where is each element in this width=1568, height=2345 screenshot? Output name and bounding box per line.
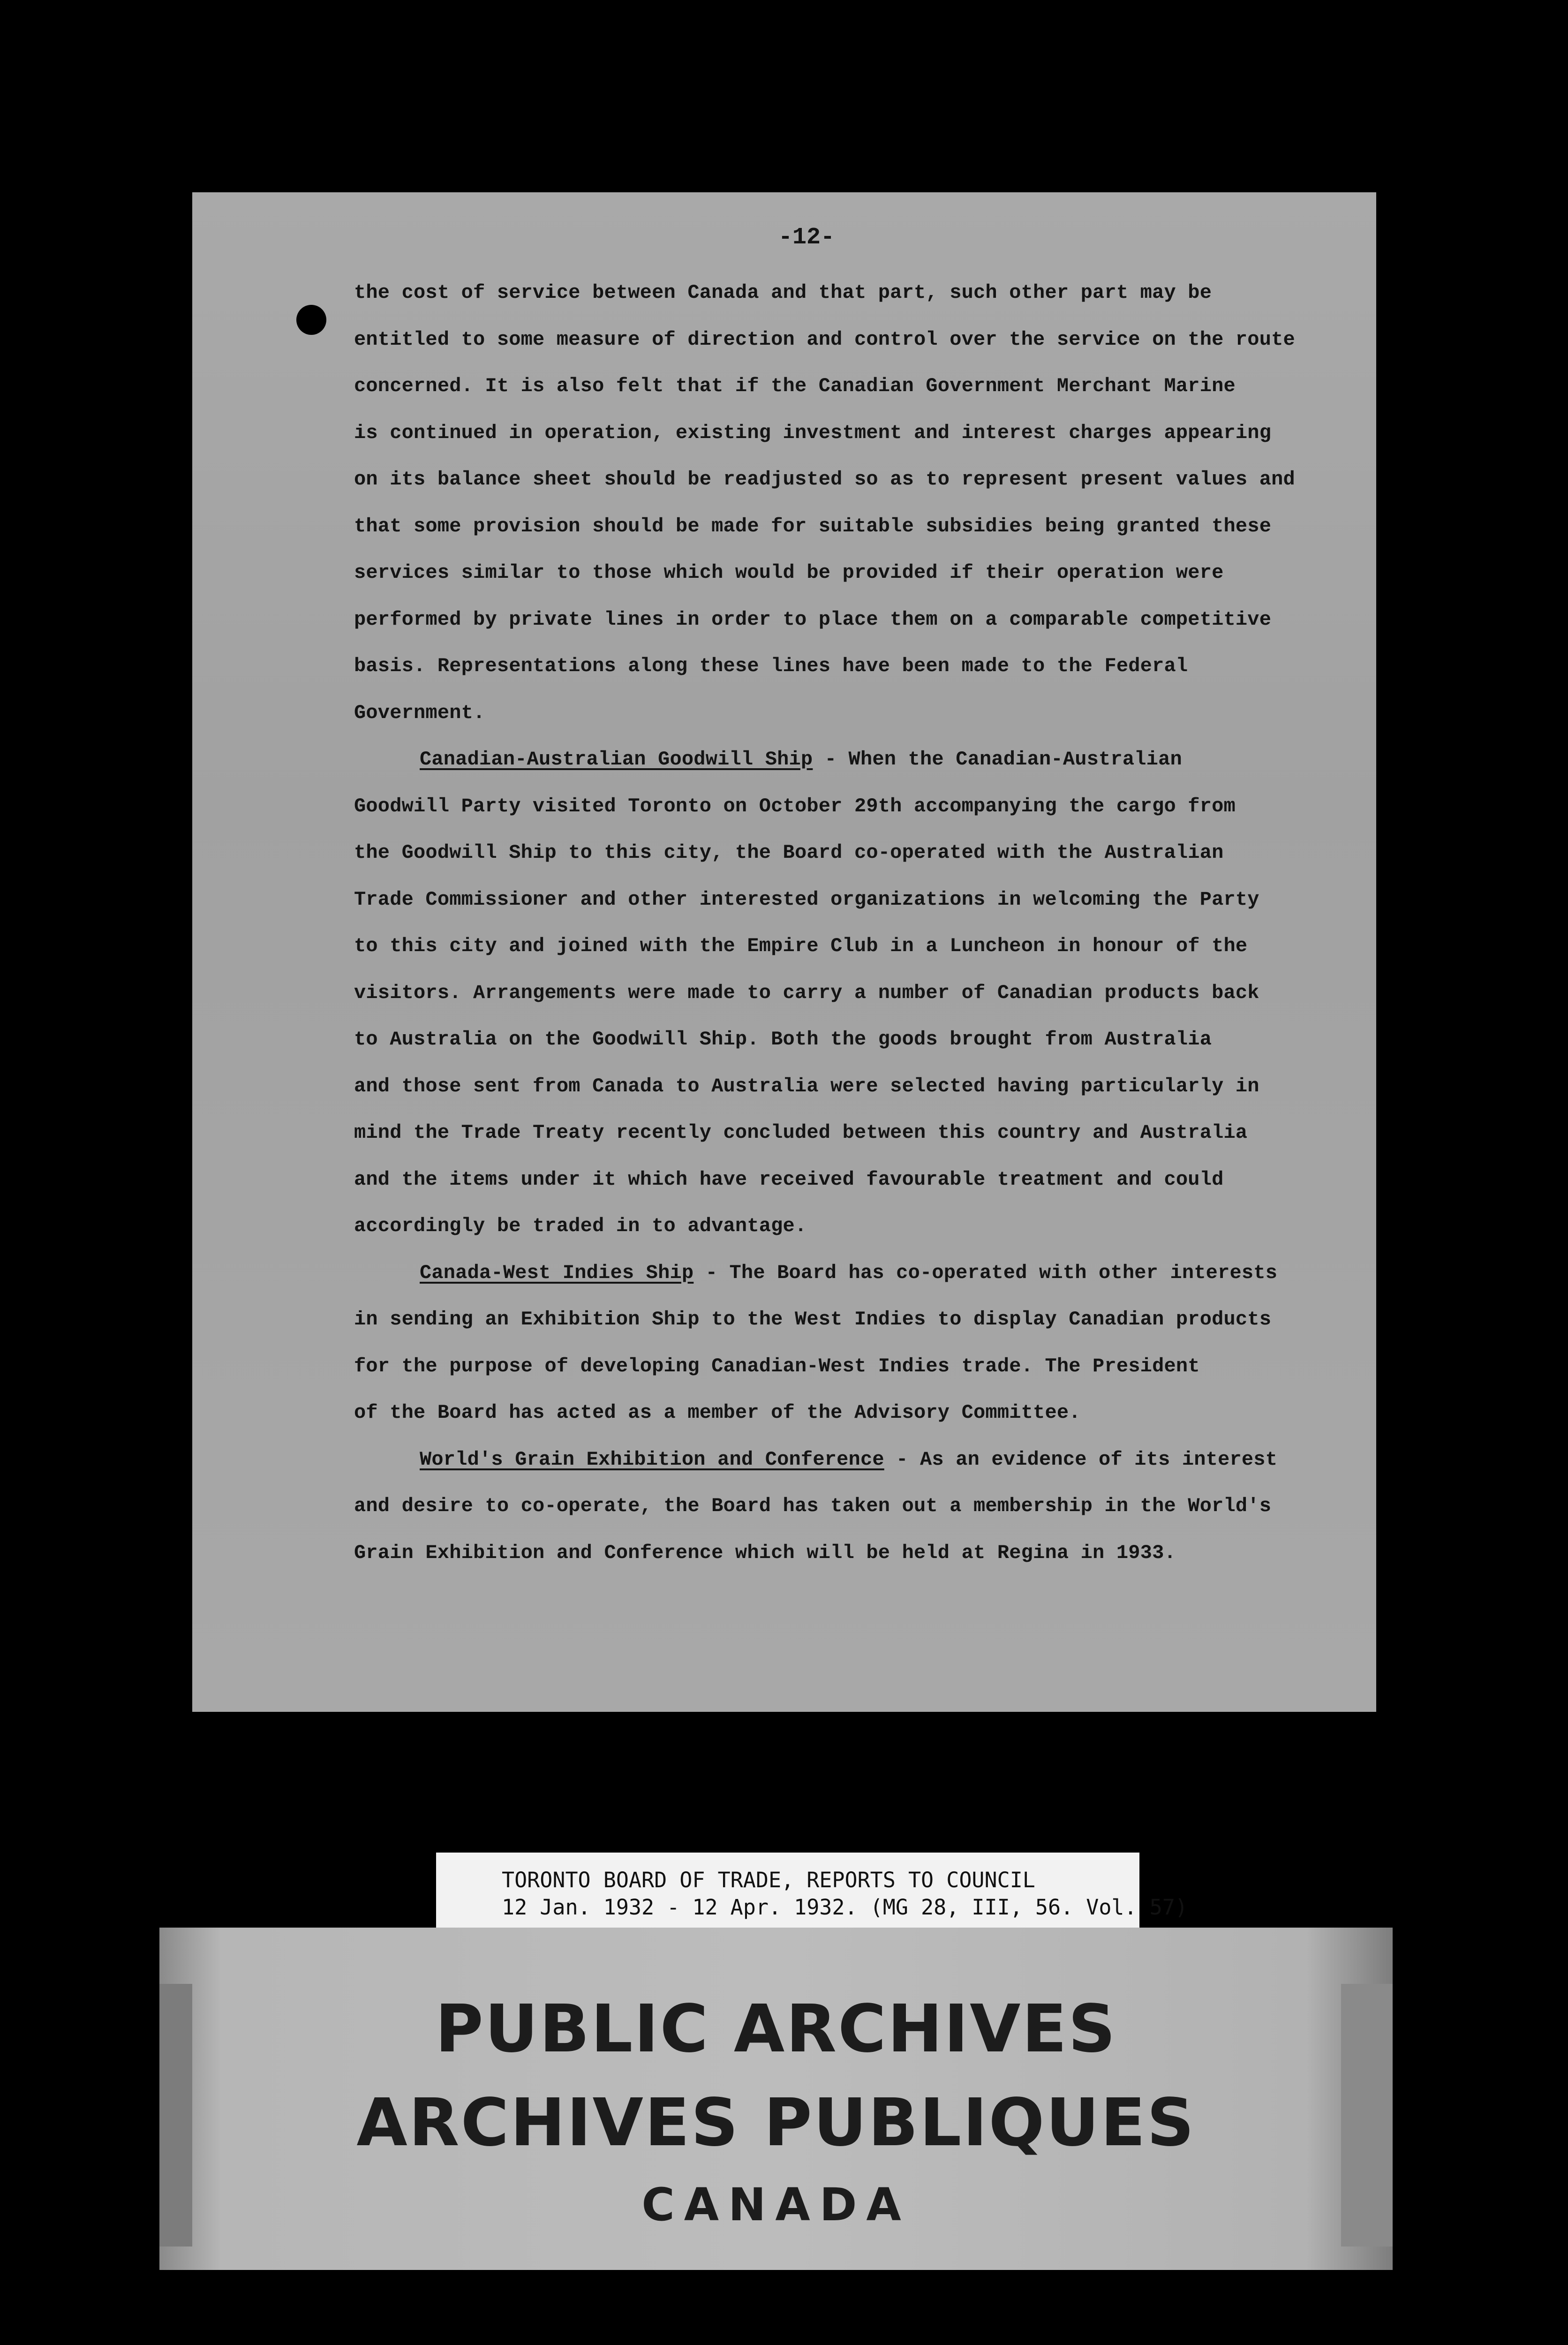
text-line: Government.: [354, 701, 485, 724]
punch-hole: [296, 305, 326, 335]
section-australia-first-line: [354, 736, 1343, 783]
text-line: entitled to some measure of direction and control over the service on the route: [354, 328, 1295, 351]
text-line: Goodwill Party visited Toronto on October 29th accompanying the cargo from: [354, 794, 1236, 817]
text-line: on its balance sheet should be readjusted so as to represent present values and: [354, 468, 1295, 491]
stamp-line-country: CANADA: [641, 2179, 911, 2231]
section-text: - When the Canadian-Australian: [813, 748, 1182, 771]
text-line: in sending an Exhibition Ship to the West Indies to display Canadian products: [354, 1308, 1272, 1331]
section-heading-west-indies: Canada-West Indies Ship: [420, 1261, 694, 1284]
text-line: to this city and joined with the Empire Club in a Luncheon in honour of the: [354, 935, 1248, 957]
text-line: basis. Representations along these lines have been made to the Federal: [354, 655, 1188, 677]
text-line: of the Board has acted as a member of the Advisory Committee.: [354, 1401, 1081, 1424]
document-page: [192, 192, 1376, 1712]
text-line: and the items under it which have received favourable treatment and could: [354, 1168, 1224, 1191]
archive-label: [436, 1853, 1188, 1935]
text-line: visitors. Arrangements were made to carry a number of Canadian products back: [354, 981, 1259, 1004]
document-body: [354, 270, 1343, 1576]
text-line: concerned. It is also felt that if the Canadian Government Merchant Marine: [354, 375, 1236, 397]
section-text: - The Board has co-operated with other interests: [694, 1261, 1278, 1284]
text-line: performed by private lines in order to place them on a comparable competitive: [354, 608, 1272, 631]
text-line: mind the Trade Treaty recently concluded between this country and Australia: [354, 1121, 1248, 1144]
section-text: - As an evidence of its interest: [884, 1448, 1278, 1471]
section-grain-first-line: [354, 1437, 1343, 1483]
archives-stamp: [159, 1928, 1393, 2270]
text-line: the cost of service between Canada and that part, such other part may be: [354, 281, 1212, 304]
section-heading-australia: Canadian-Australian Goodwill Ship: [420, 748, 813, 771]
stamp-line-french: ARCHIVES PUBLIQUES: [356, 2085, 1196, 2161]
archive-label-title: TORONTO BOARD OF TRADE, REPORTS TO COUNCIL: [502, 1868, 1035, 1892]
text-line: accordingly be traded in to advantage.: [354, 1215, 807, 1237]
section-west-indies-first-line: [354, 1250, 1343, 1297]
archive-label-reference: 12 Jan. 1932 - 12 Apr. 1932. (MG 28, III, 56. Vol. 57): [502, 1895, 1188, 1920]
text-line: that some provision should be made for suitable subsidies being granted these: [354, 514, 1272, 537]
text-line: and those sent from Canada to Australia were selected having particularly in: [354, 1074, 1259, 1097]
text-line: is continued in operation, existing investment and interest charges appearing: [354, 421, 1272, 444]
text-line: Grain Exhibition and Conference which will be held at Regina in 1933.: [354, 1541, 1176, 1564]
text-line: the Goodwill Ship to this city, the Board co-operated with the Australian: [354, 841, 1224, 864]
text-line: for the purpose of developing Canadian-West Indies trade. The President: [354, 1354, 1200, 1377]
text-line: services similar to those which would be provided if their operation were: [354, 561, 1224, 584]
text-line: and desire to co-operate, the Board has taken out a membership in the World's: [354, 1495, 1272, 1517]
stamp-line-english: PUBLIC ARCHIVES: [435, 1991, 1117, 2067]
text-line: Trade Commissioner and other interested organizations in welcoming the Party: [354, 888, 1259, 911]
text-line: to Australia on the Goodwill Ship. Both the goods brought from Australia: [354, 1028, 1212, 1051]
page-number: -12-: [778, 224, 835, 251]
section-heading-grain: World's Grain Exhibition and Conference: [420, 1448, 884, 1471]
